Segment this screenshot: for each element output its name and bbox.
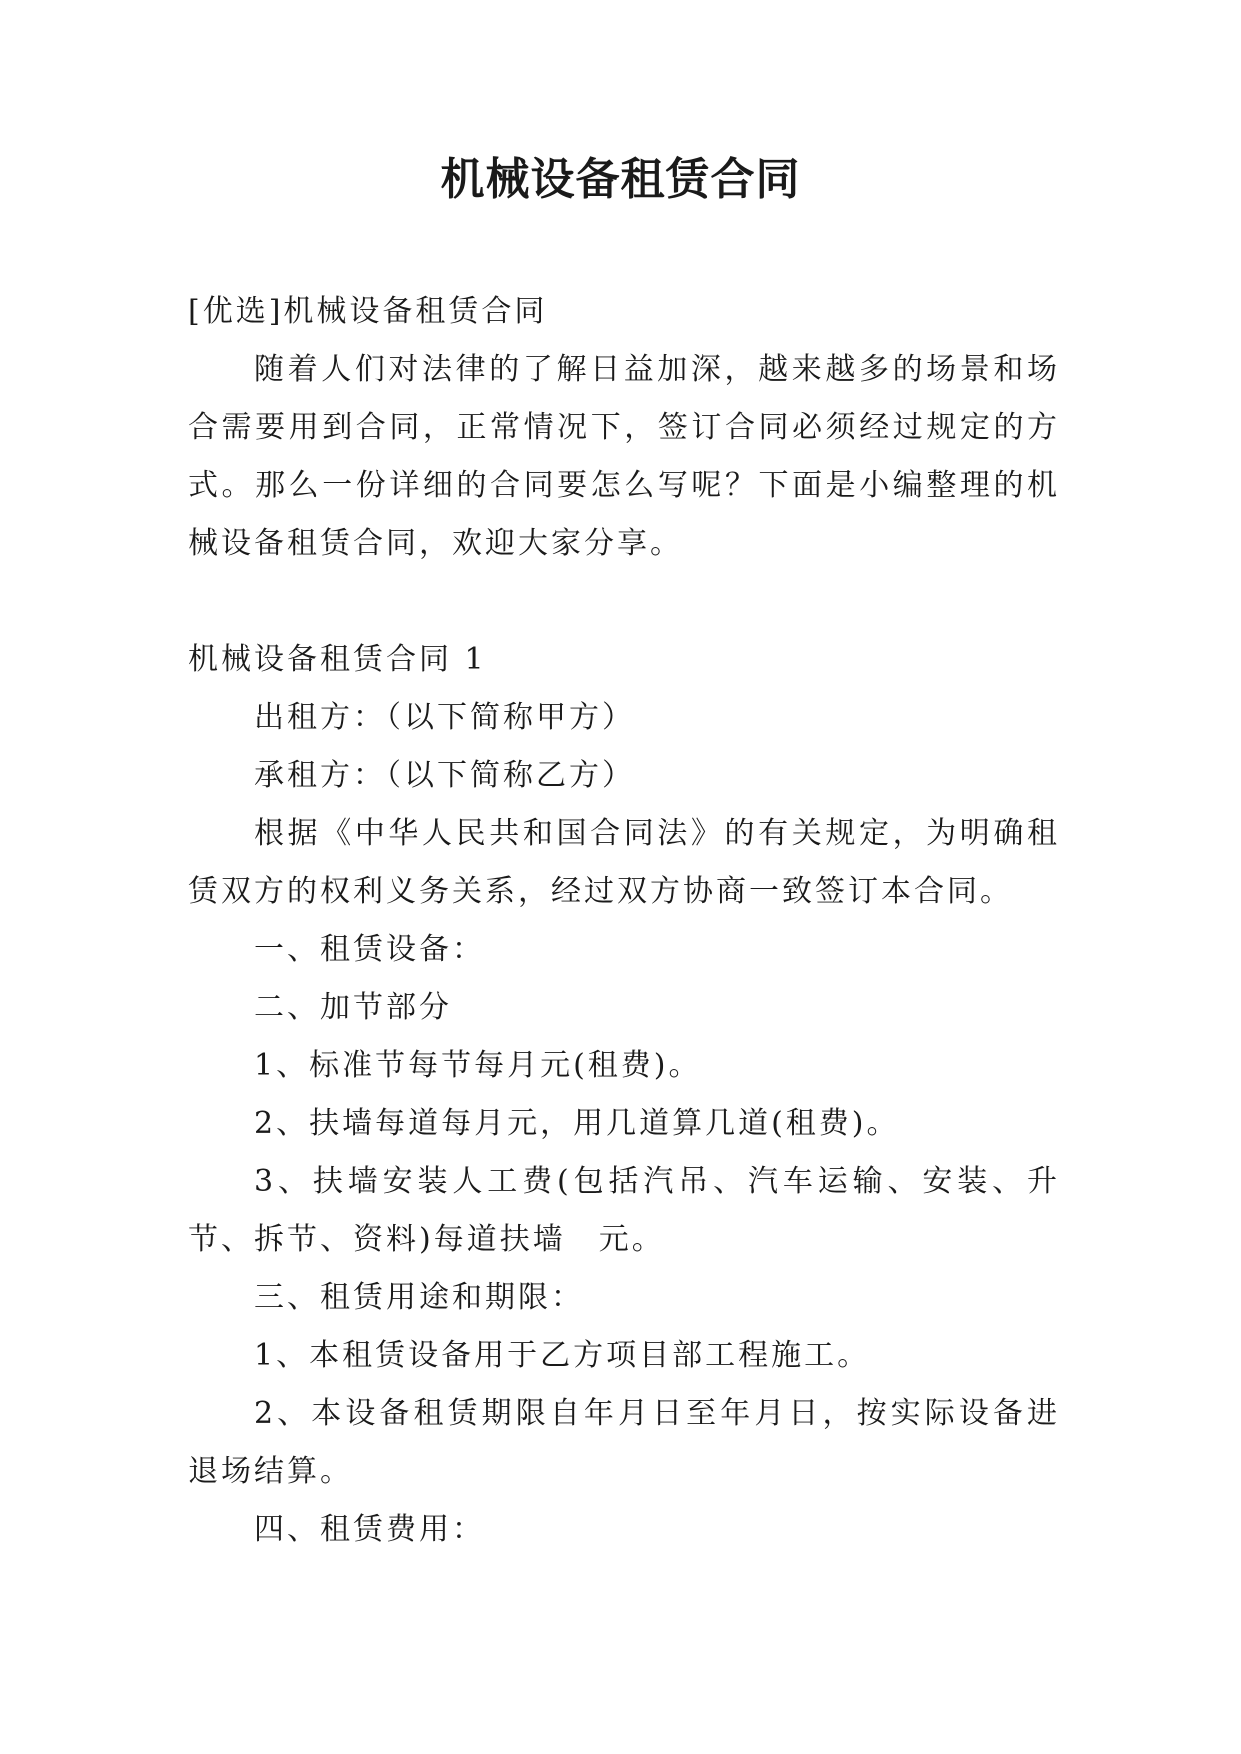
document-subtitle: [优选]机械设备租赁合同 <box>188 294 548 329</box>
document-title: 机械设备租赁合同 <box>440 154 801 205</box>
document-body <box>188 283 1060 1559</box>
clause-item: 3、扶墙安装人工费(包括汽吊、汽车运输、安装、升节、拆节、资料)每道扶墙 元。 <box>188 1164 1060 1257</box>
section-heading: 机械设备租赁合同 1 <box>188 642 487 677</box>
clause-heading-equipment: 一、租赁设备： <box>254 932 485 967</box>
paragraph-gap <box>188 573 1060 631</box>
clause-item: 2、本设备租赁期限自年月日至年月日，按实际设备进退场结算。 <box>188 1396 1060 1489</box>
lessee-line: 承租方：（以下简称乙方） <box>254 758 635 793</box>
lessor-line: 出租方：（以下简称甲方） <box>254 700 635 735</box>
clause-item: 2、扶墙每道每月元，用几道算几道(租费)。 <box>254 1106 900 1141</box>
clause-heading-fees: 四、租赁费用： <box>254 1512 485 1547</box>
clause-item: 1、本租赁设备用于乙方项目部工程施工。 <box>254 1338 871 1373</box>
legal-basis-paragraph: 根据《中华人民共和国合同法》的有关规定，为明确租赁双方的权利义务关系，经过双方协商一致签订本合同。 <box>188 816 1060 909</box>
clause-heading-purpose: 三、租赁用途和期限： <box>254 1280 584 1315</box>
clause-item: 1、标准节每节每月元(租费)。 <box>254 1048 702 1083</box>
clause-heading-sections: 二、加节部分 <box>254 990 452 1025</box>
intro-paragraph: 随着人们对法律的了解日益加深，越来越多的场景和场合需要用到合同，正常情况下，签订合同必须经过规定的方式。那么一份详细的合同要怎么写呢？下面是小编整理的机械设备租赁合同，欢迎大家分享。 <box>188 352 1060 561</box>
